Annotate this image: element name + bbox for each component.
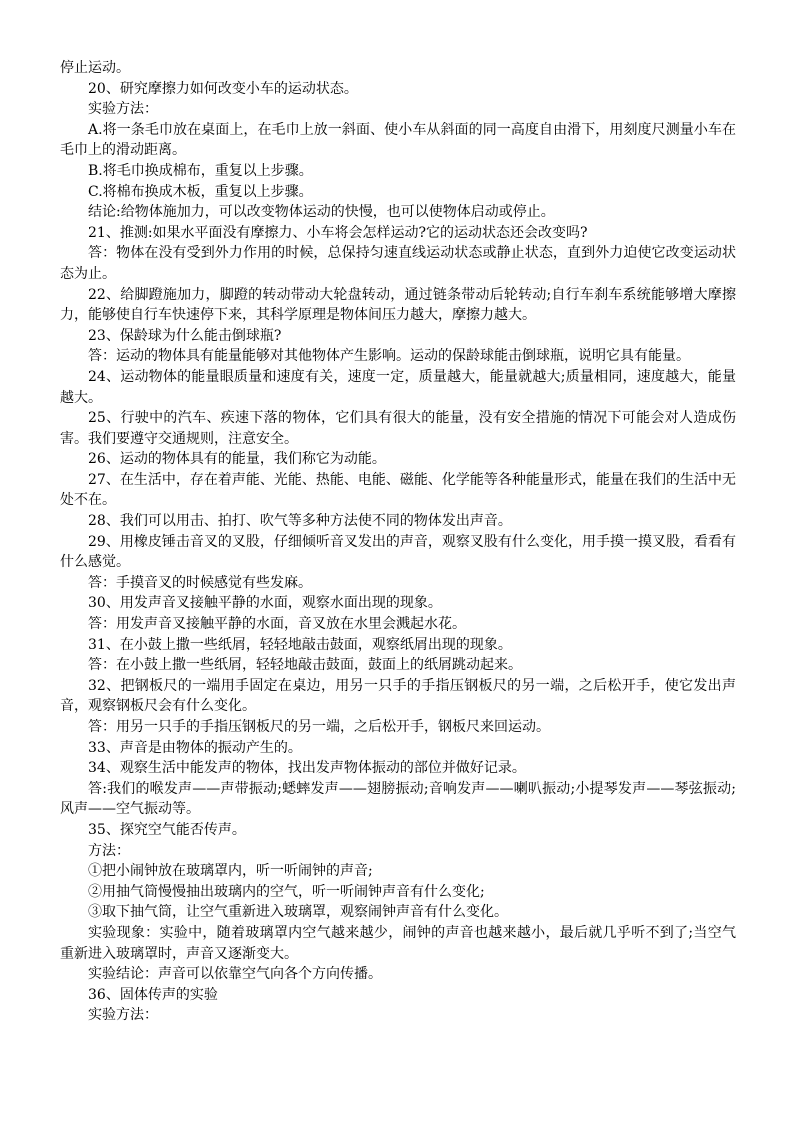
paragraph: 34、观察生活中能发声的物体，找出发声物体振动的部位并做好记录。 xyxy=(88,760,526,777)
paragraph: 实验现象：实验中，随着玻璃罩内空气越来越少，闹钟的声音也越来越小，最后就几乎听不到了;当空气重新进入玻璃罩时，声音又逐渐变大。 xyxy=(60,924,736,962)
paragraph: 28、我们可以用击、拍打、吹气等多种方法使不同的物体发出声音。 xyxy=(88,513,512,530)
paragraph: 结论:给物体施加力，可以改变物体运动的快慢，也可以使物体启动或停止。 xyxy=(88,204,555,221)
paragraph: 25、行驶中的汽车、疾速下落的物体，它们具有很大的能量，没有安全措施的情况下可能会对人造成伤害。我们要遵守交通规则，注意安全。 xyxy=(60,410,736,447)
paragraph: 答：物体在没有受到外力作用的时候，总保持匀速直线运动状态或静止状态，直到外力迫使它改变运动状态为止。 xyxy=(60,245,736,282)
paragraph: 停止运动。 xyxy=(60,60,130,76)
paragraph: 答：手摸音叉的时候感觉有些发麻。 xyxy=(88,574,312,591)
paragraph: B.将毛巾换成棉布，重复以上步骤。 xyxy=(88,162,313,179)
paragraph: A.将一条毛巾放在桌面上，在毛巾上放一斜面、使小车从斜面的同一高度自由滑下，用刻度尺测量小车在毛巾上的滑动距离。 xyxy=(60,121,736,159)
paragraph: 30、用发声音叉接触平静的水面，观察水面出现的现象。 xyxy=(88,595,442,612)
paragraph: C.将棉布换成木板，重复以上步骤。 xyxy=(88,183,313,200)
paragraph: 答：在小鼓上撒一些纸屑，轻轻地敲击鼓面，鼓面上的纸屑跳动起来。 xyxy=(88,657,522,674)
paragraph: 24、运动物体的能量眼质量和速度有关，速度一定，质量越大，能量就越大;质量相同，速度越大，能量越大。 xyxy=(60,368,736,406)
paragraph: 实验结论：声音可以依靠空气向各个方向传播。 xyxy=(88,966,382,983)
paragraph: 实验方法： xyxy=(88,1007,158,1024)
paragraph: 答:我们的喉发声——声带振动;蟋蟀发声——翅膀振动;音响发声——喇叭振动;小提琴发声——琴弦振动;风声——空气振动等。 xyxy=(60,780,736,818)
paragraph: 22、给脚蹬施加力，脚蹬的转动带动大轮盘转动，通过链条带动后轮转动;自行车刹车系统能够增大摩擦力，能够使自行车快速停下来，其科学原理是物体间压力越大，摩擦力越大。 xyxy=(60,286,736,324)
paragraph: ①把小闹钟放在玻璃罩内，听一听闹钟的声音; xyxy=(88,863,373,880)
paragraph: 26、运动的物体具有的能量，我们称它为动能。 xyxy=(88,451,386,468)
document-page xyxy=(60,58,736,1026)
paragraph: 33、声音是由物体的振动产生的。 xyxy=(88,739,302,756)
paragraph: 答：运动的物体具有能量能够对其他物体产生影响。运动的保龄球能击倒球瓶，说明它具有能量。 xyxy=(88,348,690,365)
paragraph: 23、保龄球为什么能击倒球瓶? xyxy=(88,327,282,344)
paragraph: 29、用橡皮锤击音叉的叉股，仔细倾听音叉发出的声音，观察叉股有什么变化，用手摸一摸叉股，看看有什么感觉。 xyxy=(60,533,736,571)
paragraph: 答：用发声音叉接触平静的水面，音叉放在水里会溅起水花。 xyxy=(88,616,466,633)
paragraph: 31、在小鼓上撒一些纸屑，轻轻地敲击鼓面，观察纸屑出现的现象。 xyxy=(88,636,512,653)
paragraph: ③取下抽气筒，让空气重新进入玻璃罩，观察闹钟声音有什么变化。 xyxy=(88,904,508,921)
paragraph: 35、探究空气能否传声。 xyxy=(88,821,246,838)
paragraph: 36、固体传声的实验 xyxy=(88,986,218,1003)
paragraph: 答：用另一只手的手指压钢板尺的另一端，之后松开手，钢板尺来回运动。 xyxy=(88,719,550,735)
paragraph: 20、研究摩擦力如何改变小车的运动状态。 xyxy=(88,80,358,97)
paragraph: 21、推测:如果水平面没有摩擦力、小车将会怎样运动?它的运动状态还会改变吗? xyxy=(88,224,588,241)
paragraph: 方法： xyxy=(88,842,130,859)
paragraph: 实验方法： xyxy=(88,101,158,118)
paragraph: ②用抽气筒慢慢抽出玻璃内的空气，听一听闹钟声音有什么变化; xyxy=(88,883,485,900)
paragraph: 27、在生活中，存在着声能、光能、热能、电能、磁能、化学能等各种能量形式，能量在我们的生活中无处不在。 xyxy=(60,471,736,509)
paragraph: 32、把钢板尺的一端用手固定在桌边，用另一只手的手指压钢板尺的另一端，之后松开手，使它发出声音，观察钢板尺会有什么变化。 xyxy=(60,677,736,715)
